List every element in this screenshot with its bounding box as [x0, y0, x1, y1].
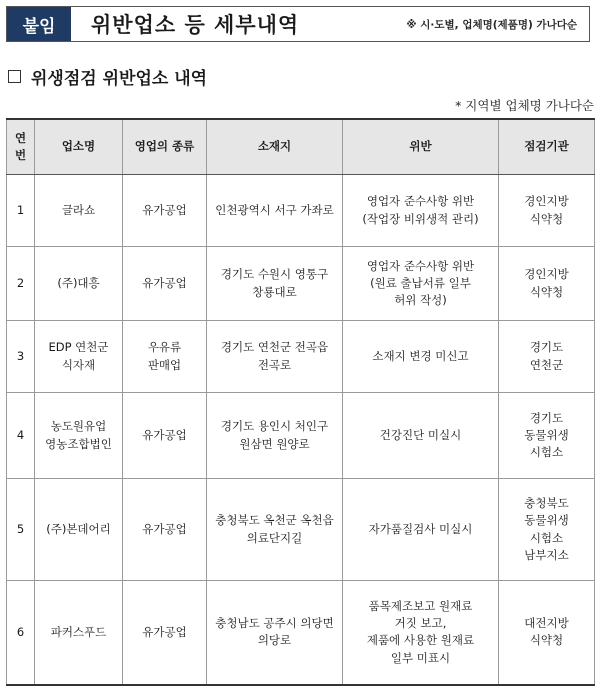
cell-type: 우유류 판매업 [123, 321, 207, 393]
cell-agency: 경기도 동물위생 시험소 [499, 393, 595, 479]
cell-name: 파커스푸드 [35, 581, 123, 685]
cell-name: 글라쇼 [35, 175, 123, 247]
table-row [7, 479, 595, 581]
cell-location: 경기도 용인시 처인구 원삼면 원양로 [207, 393, 343, 479]
cell-no: 4 [7, 393, 35, 479]
cell-type: 유가공업 [123, 581, 207, 685]
section-title [8, 64, 207, 89]
cell-location: 경기도 연천군 전곡읍 전곡로 [207, 321, 343, 393]
cell-type: 유가공업 [123, 175, 207, 247]
cell-no: 2 [7, 247, 35, 321]
col-header-violation: 위반 [343, 119, 499, 175]
cell-no: 1 [7, 175, 35, 247]
cell-name: 농도원유업 영농조합법인 [35, 393, 123, 479]
col-header-type: 영업의 종류 [123, 119, 207, 175]
table-row [7, 321, 595, 393]
cell-location: 충청남도 공주시 의당면 의당로 [207, 581, 343, 685]
cell-violation: 건강진단 미실시 [343, 393, 499, 479]
cell-violation: 영업자 준수사항 위반 (작업장 비위생적 관리) [343, 175, 499, 247]
cell-location: 경기도 수원시 영통구 창룡대로 [207, 247, 343, 321]
header-bar [6, 6, 590, 42]
cell-no: 6 [7, 581, 35, 685]
cell-agency: 충청북도 동물위생 시험소 남부지소 [499, 479, 595, 581]
cell-location: 인천광역시 서구 가좌로 [207, 175, 343, 247]
col-header-location: 소재지 [207, 119, 343, 175]
cell-name: (주)본데어리 [35, 479, 123, 581]
violations-table [6, 118, 595, 686]
table-row [7, 247, 595, 321]
cell-violation: 품목제조보고 원재료 거짓 보고, 제품에 사용한 원재료 일부 미표시 [343, 581, 499, 685]
sort-note: * 지역별 업체명 가나다순 [455, 98, 594, 113]
cell-agency: 대전지방 식약청 [499, 581, 595, 685]
cell-violation: 소재지 변경 미신고 [343, 321, 499, 393]
cell-agency: 경기도 연천군 [499, 321, 595, 393]
cell-name: (주)대흥 [35, 247, 123, 321]
checkbox-icon [8, 70, 21, 83]
col-header-agency: 점검기관 [499, 119, 595, 175]
cell-agency: 경인지방 식약청 [499, 247, 595, 321]
section-title-text: 위생점검 위반업소 내역 [31, 69, 208, 89]
table-row [7, 581, 595, 685]
cell-type: 유가공업 [123, 247, 207, 321]
cell-no: 5 [7, 479, 35, 581]
cell-agency: 경인지방 식약청 [499, 175, 595, 247]
header-note: ※ 시·도별, 업체명(제품명) 가나다순 [406, 18, 577, 31]
cell-violation: 자가품질검사 미실시 [343, 479, 499, 581]
cell-type: 유가공업 [123, 479, 207, 581]
table-row [7, 393, 595, 479]
cell-violation: 영업자 준수사항 위반 (원료 출납서류 일부 허위 작성) [343, 247, 499, 321]
cell-name: EDP 연천군 식자재 [35, 321, 123, 393]
attachment-tag: 붙임 [7, 7, 71, 41]
cell-no: 3 [7, 321, 35, 393]
table-header-row [7, 119, 595, 175]
col-header-name: 업소명 [35, 119, 123, 175]
cell-location: 충청북도 옥천군 옥천읍 의료단지길 [207, 479, 343, 581]
col-header-no: 연 번 [7, 119, 35, 175]
page-title: 위반업소 등 세부내역 [91, 13, 300, 37]
cell-type: 유가공업 [123, 393, 207, 479]
table-row [7, 175, 595, 247]
